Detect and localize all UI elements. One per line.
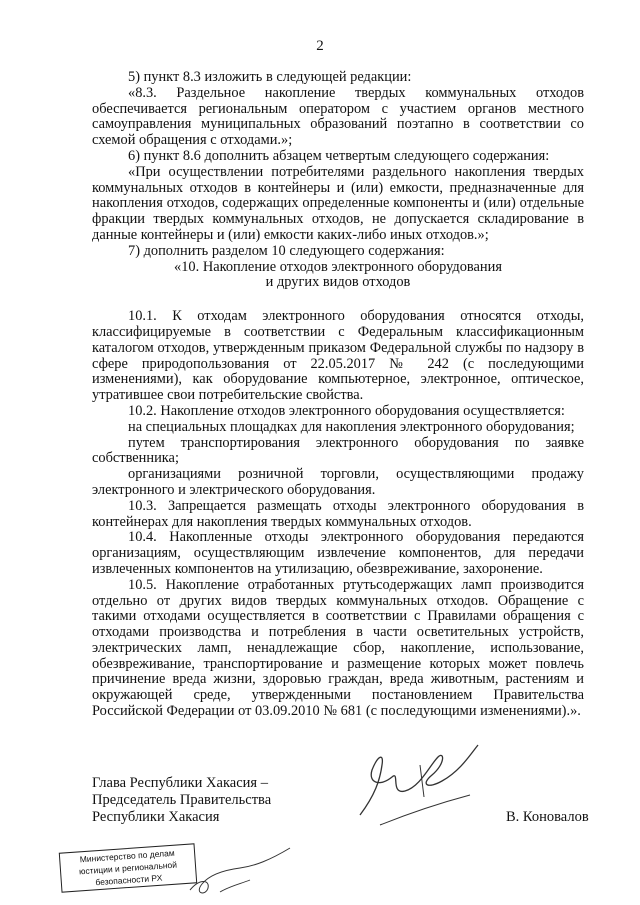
document-body <box>92 70 584 720</box>
handwritten-initials <box>180 840 310 900</box>
paragraph-10-2-c: организациями розничной торговли, осуществляющими продажу электронного и электрического оборудования. <box>92 466 584 498</box>
ministry-stamp <box>59 843 197 892</box>
section-heading-line2: и других видов отходов <box>265 274 411 291</box>
page-number: 2 <box>316 38 324 54</box>
signatory-title <box>92 775 271 826</box>
handwritten-signature <box>320 725 500 835</box>
paragraph-10-5: 10.5. Накопление отработанных ртутьсодержащих ламп производится отдельно от других видов твердых коммунальных отходов. Обращение с такими отходами осуществляется в соответствии с Правилами обращения с отходами производства и потребления в части осветительных устройств, электрических ламп, ненадлежащие сбор, накопление, использование, обезвреживание, транспортирование и размещение которых может повлечь причинение вреда жизни, здоровью граждан, вреда животным, растениям и окружающей среде, утвержденными постановлением Правительства Российской Федерации от 03.09.2010 № 681 (с последующими изменениями).». <box>92 576 584 720</box>
paragraph-item-5: 5) пункт 8.3 изложить в следующей редакции: <box>128 69 412 85</box>
paragraph-10-2: 10.2. Накопление отходов электронного оборудования осуществляется: <box>128 402 565 419</box>
stamp-line1: Министерство по делам <box>79 847 175 865</box>
signatory-title-line2: Председатель Правительства <box>92 792 272 808</box>
signatory-name: В. Коновалов <box>506 809 589 825</box>
paragraph-8-6-addition: «При осуществлении потребителями раздельного накопления твердых коммунальных отходов в контейнеры и (или) емкости, предназначенные для накопления отходов, содержащих определенные компоненты и (или) отдельные фракции твердых коммунальных отходов, не допускается складирование в данные контейнеры и (или) емкости каких-либо иных отходов.»; <box>92 163 584 243</box>
stamp-line3: безопасности РХ <box>95 872 163 888</box>
paragraph-item-6: 6) пункт 8.6 дополнить абзацем четвертым следующего содержания: <box>128 147 550 164</box>
paragraph-10-2-a: на специальных площадках для накопления электронного оборудования; <box>128 418 575 435</box>
paragraph-10-1: 10.1. К отходам электронного оборудования относятся отходы, классифицируемые в соответствии с Федеральным классификационным каталогом отходов, утвержденным приказом Федеральной службы по надзору в сфере природопользования от 22.05.2017 № 242 (с последующими изменениями), как оборудование компьютерное, электронное, оптическое, утратившее свои потребительские свойства. <box>92 308 584 404</box>
paragraph-item-7: 7) дополнить разделом 10 следующего содержания: <box>128 242 445 259</box>
paragraph-10-2-b: путем транспортирования электронного оборудования по заявке собственника; <box>92 434 584 467</box>
paragraph-10-3: 10.3. Запрещается размещать отходы электронного оборудования в контейнерах для накопления твердых коммунальных отходов. <box>92 497 584 530</box>
signatory-title-line3: Республики Хакасия <box>92 809 220 825</box>
paragraph-8-3: «8.3. Раздельное накопление твердых коммунальных отходов обеспечивается региональным оператором с участием органов местного самоуправления муниципальных образований поэтапно в соответствии со схемой обращения с отходами.»; <box>92 84 584 149</box>
paragraph-10-4: 10.4. Накопленные отходы электронного оборудования передаются организациям, осуществляющим извлечение компонентов, для передачи извлеченных компонентов на утилизацию, обезвреживание, захоронение. <box>92 529 584 577</box>
signatory-title-line1: Глава Республики Хакасия – <box>92 775 268 791</box>
stamp-line2: юстиции и региональной <box>78 859 178 877</box>
section-heading-line1: «10. Накопление отходов электронного оборудования <box>174 258 502 275</box>
